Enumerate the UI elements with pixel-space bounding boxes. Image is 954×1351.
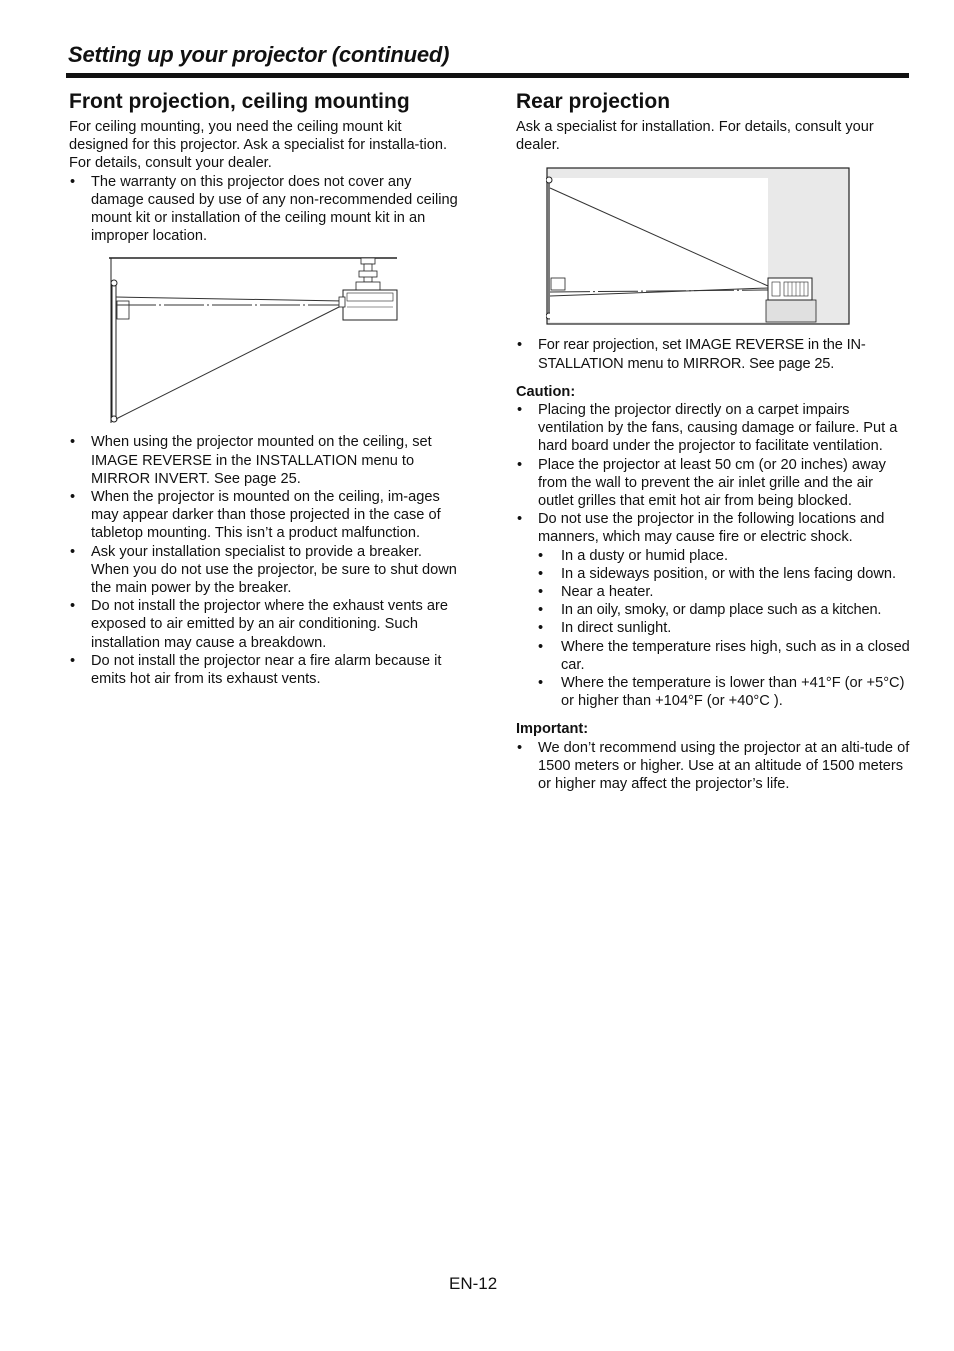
rear-note-mirror: • For rear projection, set IMAGE REVERSE in the IN-STALLATION menu to MIRROR. See page 25. <box>516 336 911 372</box>
important-label: Important: <box>516 721 589 738</box>
front-projection-section <box>69 90 464 688</box>
header-rule <box>66 73 909 78</box>
front-bullet-mirror-invert: • When using the projector mounted on the ceiling, set IMAGE REVERSE in the INSTALLATION menu to MIRROR INVERT. See page 25. <box>69 433 464 488</box>
caution-wall-distance: • Place the projector at least 50 cm (or 20 inches) away from the wall to prevent the air inlet grille and the air outlet grilles that emit hot air from being blocked. <box>516 456 911 511</box>
rear-projection-section <box>516 90 911 793</box>
important-altitude: • We don’t recommend using the projector at an alti-tude of 1500 meters or higher. Use at an altitude of 1500 meters or higher may affect the projector’s life. <box>516 739 911 794</box>
caution-locations-text: Do not use the projector in the following locations and manners, which may cause fire or electric shock. <box>538 511 885 546</box>
front-bullet-fire-alarm: • Do not install the projector near a fire alarm because it emits hot air from its exhaust vents. <box>69 652 464 688</box>
front-warranty-note: • The warranty on this projector does not cover any damage caused by use of any non-recommended ceiling mount kit or installation of the ceiling mount kit in an improper location. <box>69 173 464 246</box>
caution-sub-oily: • In an oily, smoky, or damp place such as a kitchen. <box>538 601 911 619</box>
caution-sub-heater: • Near a heater. <box>538 583 911 601</box>
rear-projection-title: Rear projection <box>516 90 671 113</box>
caution-sub-temperature-high: • Where the temperature rises high, such as in a closed car. <box>538 638 911 674</box>
front-bullet-list <box>69 433 464 688</box>
caution-locations <box>516 510 911 710</box>
ceiling-mount-illustration <box>109 257 399 423</box>
front-projection-title: Front projection, ceiling mounting <box>69 90 410 113</box>
caution-carpet: • Placing the projector directly on a carpet impairs ventilation by the fans, causing damage or failure. Put a hard board under the projector to facilitate ventilation. <box>516 401 911 456</box>
front-bullet-exhaust-vents: • Do not install the projector where the exhaust vents are exposed to air emitted by an air conditioning. Such installation may cause a breakdown. <box>69 597 464 652</box>
front-bullet-darker-images: • When the projector is mounted on the ceiling, im-ages may appear darker than those projected in the case of tabletop mounting. This isn’t a product malfunction. <box>69 488 464 543</box>
important-list <box>516 739 911 794</box>
rear-note-list <box>516 336 911 372</box>
front-warranty-list <box>69 173 464 246</box>
page-header-title: Setting up your projector (continued) <box>68 42 450 67</box>
caution-list <box>516 401 911 710</box>
caution-sub-sideways: • In a sideways position, or with the lens facing down. <box>538 565 911 583</box>
caution-locations-sublist <box>538 547 911 711</box>
caution-sub-temperature-range: • Where the temperature is lower than +41°F (or +5°C) or higher than +104°F (or +40°C ). <box>538 674 911 710</box>
rear-intro: Ask a specialist for installation. For details, consult your dealer. <box>516 119 874 154</box>
rear-projection-illustration <box>546 166 850 326</box>
page-number: EN-12 <box>449 1274 498 1293</box>
front-intro: For ceiling mounting, you need the ceiling mount kit designed for this projector. Ask a specialist for installa-tion. For details, consult your dealer. <box>69 119 448 172</box>
caution-sub-sunlight: • In direct sunlight. <box>538 619 911 637</box>
caution-label: Caution: <box>516 383 576 400</box>
caution-sub-dusty: • In a dusty or humid place. <box>538 547 911 565</box>
front-bullet-breaker: • Ask your installation specialist to provide a breaker. When you do not use the projector, be sure to shut down the main power by the breaker. <box>69 543 464 598</box>
